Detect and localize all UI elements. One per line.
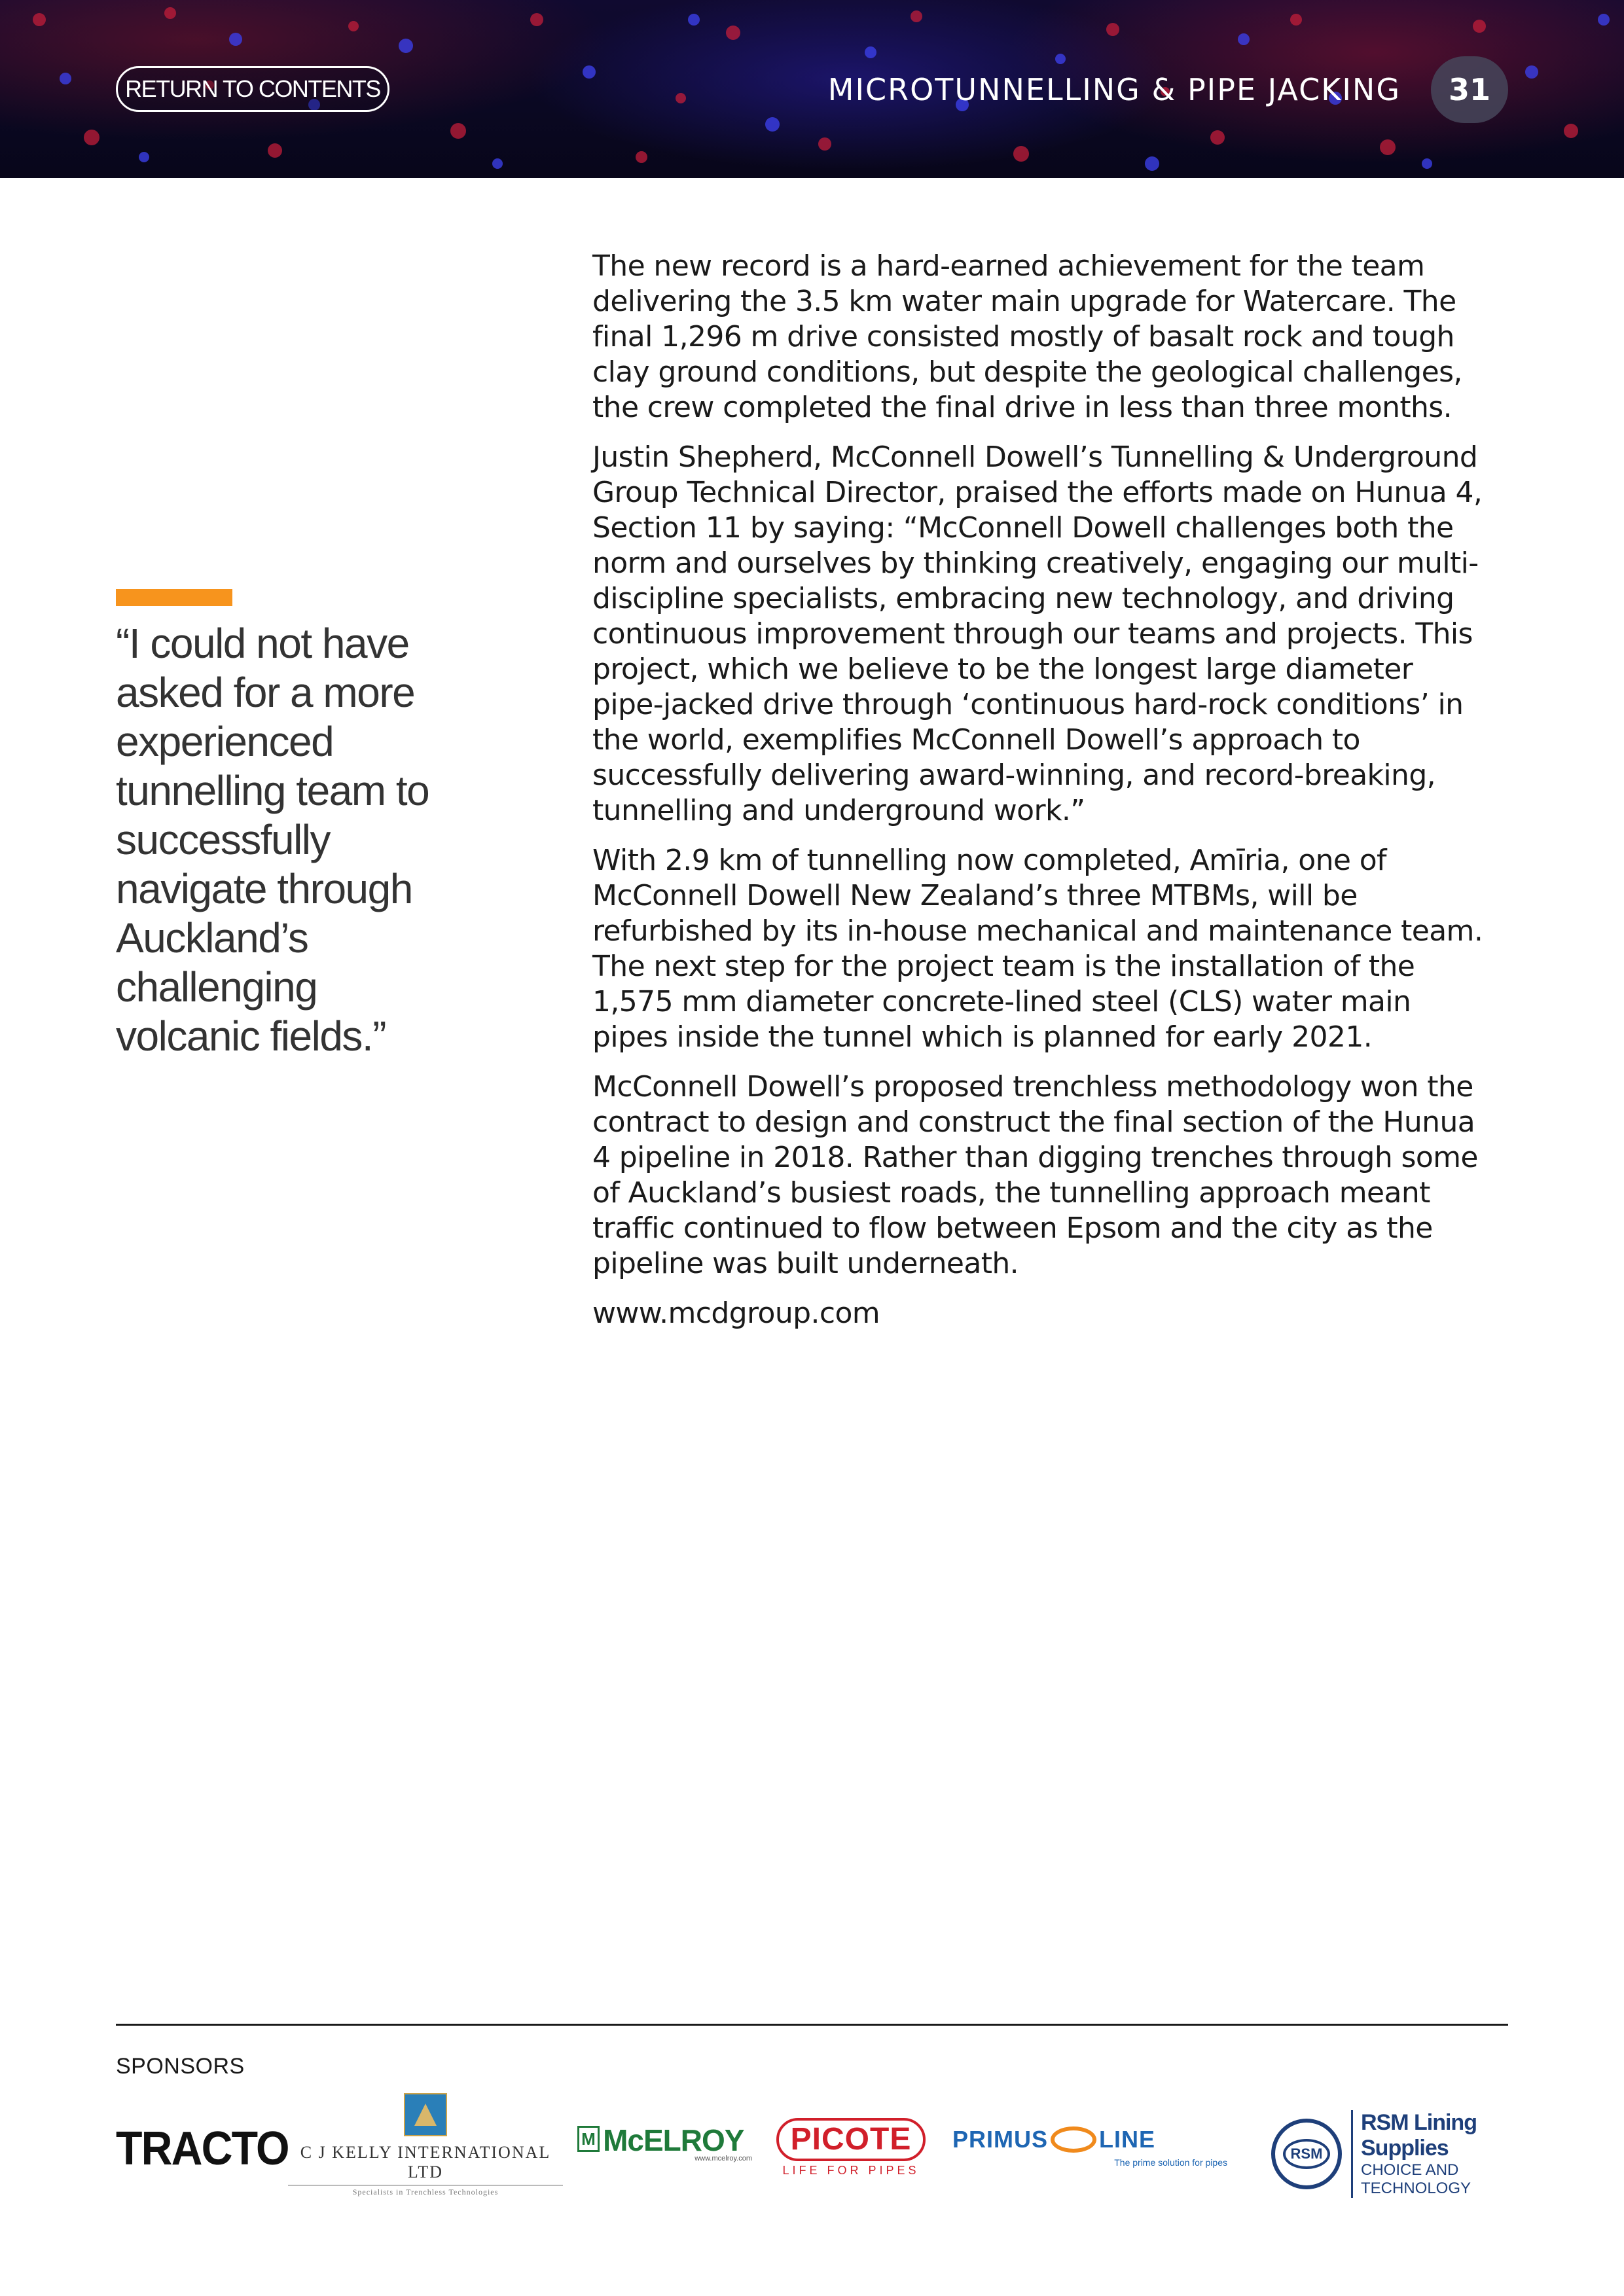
pull-quote: “I could not have asked for a more experienced tunnelling team to successfully navigate through Auckland’s challenging volcanic fields.” bbox=[116, 620, 429, 1060]
cj-kelly-name: C J KELLY INTERNATIONAL LTD bbox=[288, 2139, 563, 2186]
mcelroy-url: www.mcelroy.com bbox=[695, 2155, 752, 2162]
header-banner bbox=[0, 0, 1624, 178]
page-number-badge: 31 bbox=[1431, 56, 1508, 123]
primus-left-text: PRIMUS bbox=[952, 2126, 1049, 2153]
primus-line-wordmark bbox=[952, 2126, 1254, 2153]
rsm-name: RSM Lining Supplies bbox=[1361, 2110, 1477, 2161]
section-title: MICROTUNNELLING & PIPE JACKING bbox=[827, 72, 1401, 107]
sponsor-logo-cj-kelly[interactable] bbox=[288, 2093, 563, 2197]
pull-quote-accent-bar bbox=[116, 589, 232, 606]
article-paragraph: With 2.9 km of tunnelling now completed, Amīria, one of McConnell Dowell New Zealand’s three MTBMs, will be refurbished by its in-house mechanical and maintenance team. The next step for the project team is the installation of the 1,575 mm diameter concrete-lined steel (CLS) water main pipes inside the tunnel which is planned for early 2021. bbox=[592, 844, 1483, 1054]
article-paragraph: The new record is a hard-earned achievement for the team delivering the 3.5 km water main upgrade for Watercare. The final 1,296 m drive consisted mostly of basalt rock and tough clay ground conditions, but despite the geological challenges, the crew completed the final drive in less than three months. bbox=[592, 249, 1462, 424]
sponsor-logo-tracto[interactable]: TRACTO bbox=[116, 2123, 289, 2175]
primus-tagline: The prime solution for pipes bbox=[1114, 2157, 1227, 2168]
rsm-mark: RSM bbox=[1283, 2139, 1330, 2169]
sponsor-logo-primus-line[interactable] bbox=[952, 2126, 1254, 2178]
rsm-tagline: CHOICE AND TECHNOLOGY bbox=[1361, 2161, 1471, 2197]
cj-kelly-emblem-icon bbox=[404, 2093, 447, 2136]
footer-divider bbox=[116, 2024, 1508, 2026]
sponsor-logo-picote[interactable] bbox=[776, 2118, 926, 2183]
website-link[interactable]: www.mcdgroup.com bbox=[592, 1297, 880, 1330]
picote-tagline: LIFE FOR PIPES bbox=[782, 2164, 920, 2177]
cj-kelly-tagline: Specialists in Trenchless Technologies bbox=[352, 2187, 499, 2197]
sponsors-label: SPONSORS bbox=[116, 2054, 245, 2079]
sponsor-logo-rsm[interactable] bbox=[1271, 2110, 1553, 2197]
article-paragraph: Justin Shepherd, McConnell Dowell’s Tunnelling & Underground Group Technical Director, praised the efforts made on Hunua 4, Section 11 by saying: “McConnell Dowell challenges both the norm and ourselves by thinking creatively, engaging our multi-discipline specialists, embracing new technology, and driving continuous improvement through our teams and projects. This project, which we believe to be the longest large diameter pipe-jacked drive through ‘continuous hard-rock conditions’ in the world, exemplifies McConnell Dowell’s approach to successfully delivering award-winning, and record-breaking, tunnelling and underground work.” bbox=[592, 440, 1483, 827]
article-paragraph: McConnell Dowell’s proposed trenchless methodology won the contract to design and construct the final section of the Hunua 4 pipeline in 2018. Rather than digging trenches through some of Auckland’s busiest roads, the tunnelling approach meant traffic continued to flow between Epsom and the city as the pipeline was built underneath. bbox=[592, 1070, 1478, 1280]
primus-right-text: LINE bbox=[1099, 2126, 1156, 2153]
rsm-circle-icon bbox=[1271, 2119, 1342, 2189]
mcelroy-name: McELROY bbox=[603, 2123, 744, 2157]
rsm-text-block bbox=[1351, 2110, 1553, 2198]
article-body bbox=[592, 249, 1489, 1346]
sponsor-logo-mcelroy[interactable] bbox=[577, 2123, 757, 2178]
return-to-contents-button[interactable]: RETURN TO CONTENTS bbox=[116, 66, 389, 112]
mcelroy-mark-icon: M bbox=[577, 2126, 600, 2152]
primus-ring-icon bbox=[1051, 2126, 1096, 2153]
picote-name: PICOTE bbox=[776, 2118, 926, 2161]
